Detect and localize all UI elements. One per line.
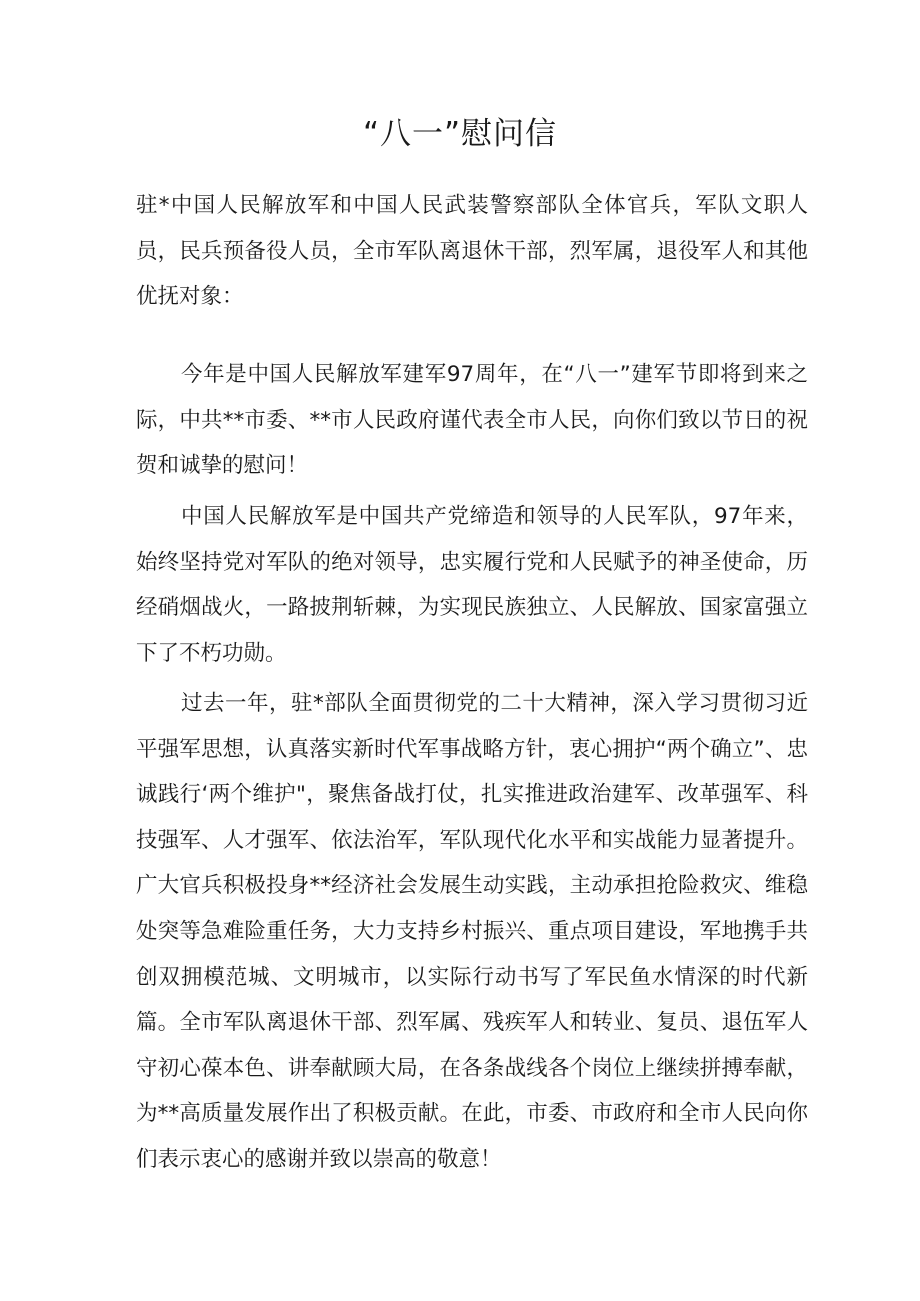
paragraph-2: 中国人民解放军是中国共产党缔造和领导的人民军队，97年来，始终坚持党对军队的绝对领导，忠实履行党和人民赋予的神圣使命，历经硝烟战火，一路披荆斩棘，为实现民族独立、人民解放、国家富强立下了不朽功勋。 xyxy=(136,504,808,666)
paragraph-3: 过去一年，驻*部队全面贯彻党的二十大精神，深入学习贯彻习近平强军思想，认真落实新时代军事战略方针，衷心拥护“两个确立”、忠诚践行‘两个维护"，聚焦备战打仗，扎实推进政治建军、改革强军、科技强军、人才强军、依法治军，军队现代化水平和实战能力显著提升。广大官兵积极投身**经济社会发展生动实践，主动承担抢险救灾、维稳处突等急难险重任务，大力支持乡村振兴、重点项目建设，军地携手共创双拥模范城、文明城市，以实际行动书写了军民鱼水情深的时代新篇。全市军队离退休干部、烈军属、残疾军人和转业、复员、退伍军人守初心葆本色、讲奉献顾大局，在各条战线各个岗位上继续拼搏奉献，为**高质量发展作出了积极贡献。在此，市委、市政府和全市人民向你们表示衷心的感谢并致以崇高的敬意！ xyxy=(136,691,808,1172)
salutation: 驻*中国人民解放军和中国人民武装警察部队全体官兵，军队文职人员，民兵预备役人员，全市军队离退休干部，烈军属，退役军人和其他优抚对象： xyxy=(136,193,808,310)
document-title: “八一”慰问信 xyxy=(362,116,558,152)
paragraph-1: 今年是中国人民解放军建军97周年，在“八一”建军节即将到来之际，中共**市委、**市人民政府谨代表全市人民，向你们致以节日的祝贺和诚挚的慰问！ xyxy=(136,362,808,479)
